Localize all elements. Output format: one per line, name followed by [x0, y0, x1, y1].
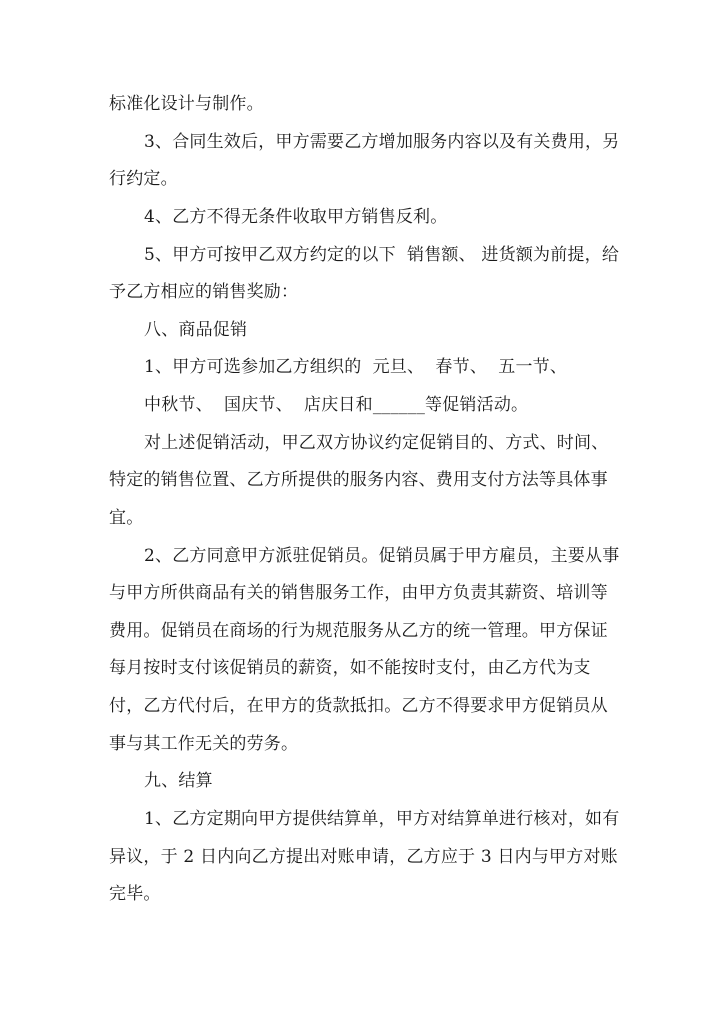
text-line: 与甲方所供商品有关的销售服务工作，由甲方负责其薪资、培训等: [109, 583, 608, 603]
text-line: 1、甲方可选参加乙方组织的 元旦、 春节、 五一节、: [144, 357, 568, 377]
text-line: 每月按时支付该促销员的薪资，如不能按时支付，由乙方代为支: [109, 658, 591, 678]
section-heading: 八、商品促销: [144, 320, 248, 340]
text-line: 4、乙方不得无条件收取甲方销售反利。: [144, 207, 448, 227]
text-line: 中秋节、 国庆节、 店庆日和______等促销活动。: [144, 395, 529, 415]
text-line: 3、合同生效后，甲方需要乙方增加服务内容以及有关费用，另: [144, 132, 620, 152]
text-line: 事与其工作无关的劳务。: [109, 734, 299, 754]
text-line: 完毕。: [109, 884, 161, 904]
text-line: 费用。促销员在商场的行为规范服务从乙方的统一管理。甲方保证: [109, 621, 608, 641]
text-line: 1、乙方定期向甲方提供结算单，甲方对结算单进行核对，如有: [144, 809, 620, 829]
text-line: 宜。: [109, 508, 144, 528]
text-line: 对上述促销活动，甲乙双方协议约定促销目的、方式、时间、: [144, 433, 609, 453]
text-line: 特定的销售位置、乙方所提供的服务内容、费用支付方法等具体事: [109, 470, 608, 490]
text-line: 付，乙方代付后，在甲方的货款抵扣。乙方不得要求甲方促销员从: [109, 696, 608, 716]
text-line: 行约定。: [109, 169, 178, 189]
text-line: 5、甲方可按甲乙双方约定的以下 销售额、 进货额为前提，给: [144, 245, 620, 265]
text-line: 予乙方相应的销售奖励：: [109, 282, 299, 302]
text-line: 2、乙方同意甲方派驻促销员。促销员属于甲方雇员，主要从事: [144, 546, 620, 566]
text-line: 异议，于 2 日内向乙方提出对账申请，乙方应于 3 日内与甲方对账: [109, 847, 618, 867]
section-heading: 九、结算: [144, 771, 213, 791]
text-line: 标准化设计与制作。: [109, 94, 264, 114]
